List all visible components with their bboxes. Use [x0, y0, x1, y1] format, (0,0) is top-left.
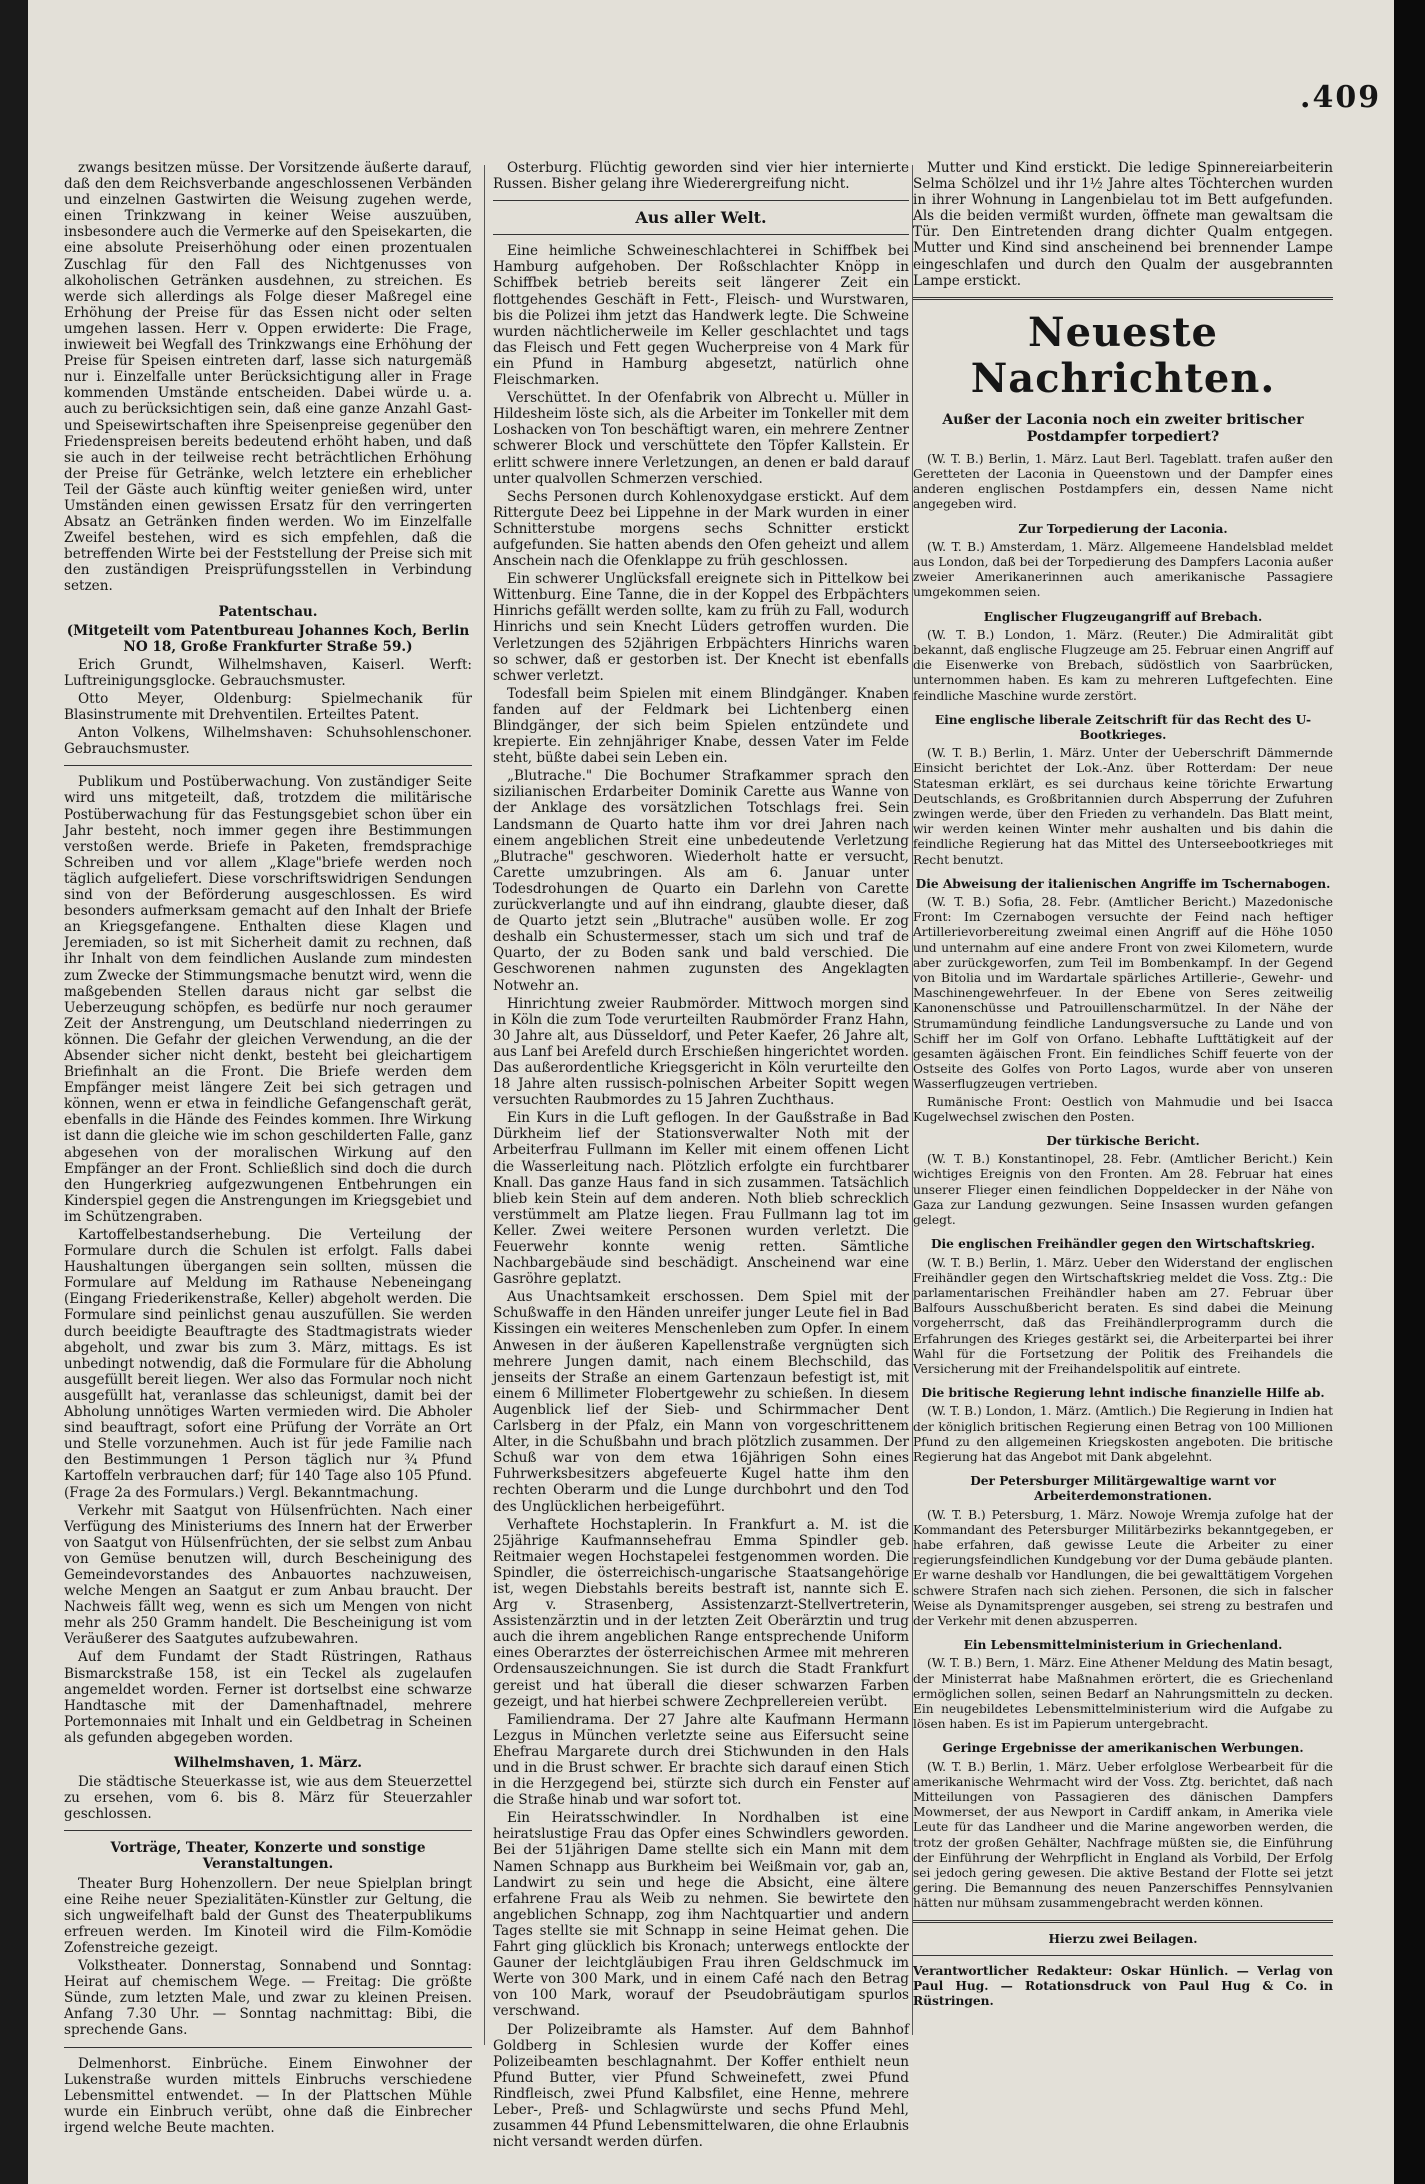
- news-item: (W. T. B.) Berlin, 1. März. Ueber den Widerstand der englischen Freihändler gegen den Wirtschaftskrieg meldet die Voss. Ztg.: Die parlamentarischen Freihändler haben am 27. Februar über Balfours Ausschußbericht beraten. Es sind dabei die Meinung vorgeherrscht, daß das Freihändlerprogramm durch die Erfahrungen des Krieges gestärkt sei, die Arbeiterpartei bei ihrer Wahl für die Fortsetzung der Politik des Freihandels die Versicherung mit der Freihandelspolitik auf eintrete.: [913, 1255, 1333, 1376]
- column-left: [64, 160, 472, 2136]
- article-paragraph: Familiendrama. Der 27 Jahre alte Kaufmann Hermann Lezgus in München verletzte seine aus Eifersucht seine Ehefrau Margarete durch drei Stichwunden in den Hals und in die Brust schwer. Er brachte sich darauf einen Stich in die Herzgegend bei, stürzte sich durch ein Fenster auf die Straße hinab und war sofort tot.: [493, 1711, 909, 1809]
- divider: [64, 765, 472, 766]
- news-heading: Geringe Ergebnisse der amerikanischen Werbungen.: [942, 1741, 1304, 1756]
- article-paragraph: Delmenhorst. Einbrüche. Einem Einwohner der Lukenstraße wurden mittels Einbruchs verschiedene Lebensmittel entwendet. — In der Plattschen Mühle wurde ein Einbruch verübt, ohne daß die Einbrecher irgend welche Beute machten.: [64, 2055, 472, 2136]
- divider: [64, 2047, 472, 2048]
- article-paragraph: Volkstheater. Donnerstag, Sonnabend und Sonntag: Heirat auf chemischem Wege. — Freitag: Die größte Sünde, zum letzten Male, und zwar zu kleinen Preisen. Anfang 7.30 Uhr. — Sonntag nachmittag: Bibi, die sprechende Gans.: [64, 1958, 472, 2039]
- article-paragraph: Sechs Personen durch Kohlenoxydgase erstickt. Auf dem Rittergute Deez bei Lippehne in der Mark wurden in einer Schnitterstube morgens sechs Schnitter erstickt aufgefunden. Sie hatten abends den Ofen geheizt und allem Anschein nach die Ofenklappe zu früh geschlossen.: [493, 488, 909, 570]
- page-number: .409: [1300, 80, 1382, 115]
- news-heading: Der Petersburger Militärgewaltige warnt vor Arbeiterdemonstrationen.: [970, 1474, 1276, 1504]
- column-right: [913, 160, 1333, 2030]
- news-item: (W. T. B.) Petersburg, 1. März. Nowoje Wremja zufolge hat der Kommandant des Petersburger Militärbezirks bekanntgegeben, er habe erfahren, daß gewisse Leute die Arbeiter zu einer regierungsfeindlichen Kundgebung vor der Duma gebäude planten. Er warne deshalb vor Handlungen, die bei gewalttätigem Vorgehen schwere Strafen nach sich ziehen. Personen, die sich in falscher Weise als Dynamitsprenger ausgeben, sei streng zu bestrafen und der Verkehr mit denen abzusperren.: [913, 1507, 1333, 1628]
- news-heading: Die englischen Freihändler gegen den Wirtschaftskrieg.: [930, 1237, 1315, 1252]
- article-paragraph: Hinrichtung zweier Raubmörder. Mittwoch morgen sind in Köln die zum Tode verurteilten Raubmörder Franz Hahn, 30 Jahre alt, aus Düsseldorf, und Peter Kaefer, 26 Jahre alt, aus Lanf bei Arefeld durch Erschießen hingerichtet worden. Das außerordentliche Kriegsgericht in Köln verurteilte den 18 Jahre alten russisch-polnischen Arbeiter Sopitt wegen versuchten Raubmordes zu 15 Jahren Zuchthaus.: [493, 995, 909, 1109]
- divider: [913, 1955, 1333, 1956]
- article-paragraph: zwangs besitzen müsse. Der Vorsitzende äußerte darauf, daß den dem Reichsverbande angeschlossenen Verbänden und einzelnen Gastwirten die Weisung zugehen werde, einen Trinkzwang in keiner Weise auszuüben, insbesondere auch die Vermerke auf den Speisekarten, die eine absolute Preiserhöhung oder einen prozentualen Zuschlag für den Fall des Nichtgenusses von alkoholischen Getränken ausdehnen, zu streichen. Es werde sich allerdings als Folge dieser Maßregel eine Erhöhung der Preise für das Essen nicht oder selten umgehen lassen. Herr v. Oppen erwiderte: Die Frage, inwieweit bei Wegfall des Trinkzwangs eine Erhöhung der Preise für Speisen eintreten darf, lasse sich naturgemäß nur i. Einzelfalle unter Berücksichtigung aller in Frage kommenden Umstände entscheiden. Dabei würde u. a. auch zu berücksichtigen sein, daß eine ganze Anzahl Gast- und Speisewirtschaften ihre Speisenpreise gegenüber den Friedenspreisen bereits bedeutend erhöht haben, und daß sie auch in der teilweise recht beträchtlichen Erhöhung der Preise für Getränke, welch letztere ein erheblicher Teil der Gäste auch künftig weiter genießen wird, unter Umständen einen gewissen Ersatz für den verringerten Absatz an Getränken finden werden. Wo im Einzelfalle Zweifel bestehen, wird es sich empfehlen, daß die betreffenden Wirte bei der Feststellung der Preise sich mit den zuständigen Preisprüfungsstellen in Verbindung setzen.: [64, 160, 472, 595]
- scan-left-border: [0, 0, 28, 2184]
- news-heading: Die Abweisung der italienischen Angriffe im Tschernabogen.: [915, 876, 1331, 891]
- news-item: (W. T. B.) Berlin, 1. März. Ueber erfolglose Werbearbeit für die amerikanische Wehrmacht wird der Voss. Ztg. berichtet, daß nach Mitteilungen von Passagieren des dänischen Dampfers Mowmerset, der aus Newport in Cardiff ankam, in Amerika viele Leute für das Landheer und die Marine angeworben werden, die trotz der großen Gehälter, Nachfrage müßten sie, die Einführung der Einführung der Wehrpflicht in England als Vorbild, Der Erfolg sei jedoch gering gewesen. Die aktive Bestand der Flotte sei jetzt gering. Die Bemannung des neuen Panzerschiffes Pennsylvanien hätten nur mühsam zusammengebracht werden können.: [913, 1759, 1333, 1911]
- headline: Außer der Laconia noch ein zweiter britischer Postdampfer torpediert?: [942, 411, 1304, 445]
- article-paragraph: Ein schwerer Unglücksfall ereignete sich in Pittelkow bei Wittenburg. Eine Tanne, die in der Koppel des Erbpächters Hinrichs gefällt werden sollte, kam zu früh zu Fall, wodurch Hinrichs und sein Knecht Lüders getroffen wurden. Die Verletzungen des 52jährigen Erbpächters Hinrichs waren so schwer, daß er gestorben ist. Der Knecht ist ebenfalls schwer verletzt.: [493, 571, 909, 684]
- article-paragraph: Todesfall beim Spielen mit einem Blindgänger. Knaben fanden auf der Feldmark bei Lichtenberg einen Blindgänger, der sich beim Spielen entzündete und krepierte. Ein zehnjähriger Knabe, dessen Vater im Felde steht, büßte dabei sein Leben ein.: [493, 685, 909, 767]
- divider: [913, 1920, 1333, 1923]
- news-item: (W. T. B.) London, 1. März. (Amtlich.) Die Regierung in Indien hat der königlich britischen Regierung einen Betrag von 100 Millionen Pfund zu den allgemeinen Kriegskosten angeboten. Die britische Regierung hat das Angebot mit Dank abgelehnt.: [913, 1404, 1333, 1464]
- article-paragraph: Verhaftete Hochstaplerin. In Frankfurt a. M. ist die 25jährige Kaufmannsehefrau Emma Spindler geb. Reitmaier wegen Hochstapelei festgenommen worden. Die Spindler, die österreichisch-ungarische Staatsangehörige ist, wegen Diebstahls bereits bestraft ist, nannte sich E. Arg v. Strasenberg, Assistenzarzt-Stellvertreterin, Assistenzärztin und in der letzten Zeit Oberärztin und trug auch die ihrem angeblichen Range entsprechende Uniform eines Oberarztes der österreichischen Armee mit mehreren Ordensauszeichnungen. Sie ist durch die Stadt Frankfurt gereist und hat überall die dieser schwarzen Farben gezeigt, und hat hierbei schwere Zechprellereien verübt.: [493, 1516, 909, 1710]
- article-paragraph: Der Polizeibramte als Hamster. Auf dem Bahnhof Goldberg in Schlesien wurde der Koffer eines Polizeibeamten beschlagnahmt. Der Koffer enthielt neun Pfund Butter, vier Pfund Schweinefett, zwei Pfund Rindfleisch, zwei Pfund Kalbsfilet, eine Henne, mehrere Leber-, Preß- und Schlagwürste und sechs Pfund Mehl, zusammen 44 Pfund Lebensmittelwaren, die ohne Erlaubnis nicht versandt werden dürfen.: [493, 2021, 909, 2151]
- patent-source: (Mitgeteilt vom Patentbureau Johannes Koch, Berlin NO 18, Große Frankfurter Straße 59.): [66, 622, 470, 655]
- news-item: (W. T. B.) London, 1. März. (Reuter.) Die Admiralität gibt bekannt, daß englische Flugzeuge am 25. Februar einen Angriff auf die Eisenwerke von Brebach, südöstlich von Saarbrücken, unternommen haben. Es kam zu mehreren Luftgefechten. Eine feindliche Maschine wurde zerstört.: [913, 627, 1333, 703]
- news-heading: Die britische Regierung lehnt indische finanzielle Hilfe ab.: [921, 1386, 1325, 1401]
- article-paragraph: Osterburg. Flüchtig geworden sind vier hier internierte Russen. Bisher gelang ihre Wiederergreifung nicht.: [493, 160, 909, 193]
- divider: [493, 200, 909, 201]
- article-paragraph: „Blutrache." Die Bochumer Strafkammer sprach den sizilianischen Erdarbeiter Dominik Carette aus Wanne von der Anklage des vorsätzlichen Totschlags frei. Sein Landsmann de Quarto hatte ihm vor drei Jahren nach einem angeblichen Streit eine unbedeutende Verletzung „Blutrache" geschworen. Wiederholt hatte er versucht, Carette umzubringen. Als am 6. Januar unter Todesdrohungen de Quarto ein Darlehn von Carette zurückverlangte und auf ihn eindrang, glaubte dieser, daß de Quarto jetzt sein „Blutrache" ausüben wolle. Er zog deshalb ein Schustermesser, stach um sich und traf de Quarto, der zu Boden sank und bald verschied. Die Geschworenen nahmen zugunsten des Angeklagten Notwehr an.: [493, 768, 909, 994]
- article-paragraph: Die städtische Steuerkasse ist, wie aus dem Steuerzettel zu ersehen, vom 6. bis 8. März für Steuerzahler geschlossen.: [64, 1774, 472, 1823]
- news-heading: Eine englische liberale Zeitschrift für das Recht des U-Bootkrieges.: [934, 712, 1312, 742]
- divider: [493, 234, 909, 235]
- article-paragraph: Ein Heiratsschwindler. In Nordhalben ist eine heiratslustige Frau das Opfer eines Schwindlers geworden. Bei der 51jährigen Dame stellte sich ein Mann mit dem Namen Schnapp aus Burkheim bei Weißmain vor, gab an, Landwirt zu sein und hege die Absicht, eine ältere erfahrene Frau als Weib zu nehmen. Sie bewirtete den angeblichen Schnapp, zog ihm Nachtquartier und andern Tages stellte sie mit Schnapp in seine Heimat gehen. Die Fahrt ging glücklich bis Kronach; unterwegs entlockte der Gauner der leichtgläubigen Frau ihren Geldschmuck im Werte von 300 Mark, und in einem Café nach den Betrag von 100 Mark, worauf der Pseudobräutigam spurlos verschwand.: [493, 1810, 909, 2020]
- section-heading: Vorträge, Theater, Konzerte und sonstige Veranstaltungen.: [110, 1840, 426, 1873]
- news-item: (W. T. B.) Berlin, 1. März. Laut Berl. Tageblatt. trafen außer den Geretteten der Laconia in Queenstown und der Dampfer eines anderen englischen Postdampfers ein, dessen Name nicht angegeben wird.: [913, 451, 1333, 512]
- article-paragraph: Theater Burg Hohenzollern. Der neue Spielplan bringt eine Reihe neuer Spezialitäten-Künstler zur Geltung, die sich ungweifelhaft bald der Gunst des Theaterpublikums erfreuen werden. Im Kinoteil wird die Film-Komödie Zofenstreiche gezeigt.: [64, 1875, 472, 1956]
- patent-entry: Erich Grundt, Wilhelmshaven, Kaiserl. Werft: Luftreinigungsglocke. Gebrauchsmuster.: [64, 656, 472, 689]
- article-paragraph: Kartoffelbestandserhebung. Die Verteilung der Formulare durch die Schulen ist erfolgt. Falls dabei Haushaltungen übergangen sein sollten, müssen die Formulare auf Meldung im Rathause Nebeneingang (Eingang Friederikenstraße, Keller) abgeholt werden. Die Formulare sind peinlichst genau auszufüllen. Sie werden durch beeidigte Beauftragte des Stadtmagistrats wieder abgeholt, und zwar bis zum 3. März, mittags. Es ist unbedingt notwendig, daß die Formulare für die Abholung ausgefüllt bereit liegen. Wer also das Formular noch nicht ausgefüllt hat, veranlasse das schleunigst, damit bei der Abholung unnötiges Warten vermieden wird. Die Abholer sind beauftragt, sofort eine Prüfung der Vorräte an Ort und Stelle vorzunehmen. Auch ist für jede Familie nach den Bestimmungen 1 Person täglich nur ¾ Pfund Kartoffeln verbrauchen darf; für 140 Tage also 105 Pfund. (Frage 2a des Formulars.) Vergl. Bekanntmachung.: [64, 1227, 472, 1501]
- news-item: (W. T. B.) Amsterdam, 1. März. Allgemeene Handelsblad meldet aus London, daß bei der Torpedierung des Dampfers Laconia außer zweier Amerikanerinnen auch amerikanische Passagiere umgekommen seien.: [913, 539, 1333, 600]
- divider: [64, 1830, 472, 1831]
- patent-entry: Otto Meyer, Oldenburg: Spielmechanik für Blasinstrumente mit Drehventilen. Erteiltes Patent.: [64, 691, 472, 724]
- news-heading: Ein Lebensmittelministerium in Griechenland.: [963, 1638, 1283, 1653]
- section-heading: Patentschau.: [218, 603, 318, 620]
- news-heading: Der türkische Bericht.: [1046, 1134, 1200, 1149]
- news-item: (W. T. B.) Berlin, 1. März. Unter der Ueberschrift Dämmernde Einsicht berichtet der Lok.-Anz. über Rotterdam: Der neue Statesman erklärt, es sei durchaus keine törichte Erwartung Deutschlands, es Großbritannien durch Absperrung der Zufuhren zwingen werde, über den Frieden zu verhandeln. Das Blatt meint, wir werden keinen Winter mehr aushalten und bis dahin die feindliche Regierung hat das Mittel des Unterseebootkrieges mit Recht benutzt.: [913, 746, 1333, 867]
- article-paragraph: Mutter und Kind erstickt. Die ledige Spinnereiarbeiterin Selma Schölzel und ihr 1½ Jahre altes Töchterchen wurden in ihrer Wohnung in Langenbielau tot im Bett aufgefunden. Als die beiden vermißt wurden, öffnete man gewaltsam die Tür. Den Eintretenden drang dichter Qualm entgegen. Mutter und Kind sind anscheinend bei brennender Lampe eingeschlafen und durch den Qualm der ausgebrannten Lampe erstickt.: [913, 160, 1333, 289]
- section-title: Neueste Nachrichten.: [970, 308, 1276, 402]
- article-paragraph: Publikum und Postüberwachung. Von zuständiger Seite wird uns mitgeteilt, daß, trotzdem die militärische Postüberwachung für das Festungsgebiet schon über ein Jahr besteht, noch immer gegen ihre Bestimmungen verstoßen werde. Briefe in Paketen, fremdsprachige Schreiben und vor allem „Klage"briefe werden noch täglich aufgeliefert. Diese vorschriftswidrigen Sendungen sind von der Beförderung ausgeschlossen. Es wird besonders aufmerksam gemacht auf den Inhalt der Briefe an Kriegsgefangene. Enthalten diese Klagen und Jeremiaden, so ist mit Sicherheit damit zu rechnen, daß ihr Inhalt von dem feindlichen Auslande zum mindesten zum Zwecke der Stimmungsmache benutzt wird, wenn die maßgebenden Stellen daraus nicht gar selbst die Ueberzeugung schöpfen, es bedürfe nur noch geraumer Zeit der Anstrengung, um Deutschland niederringen zu können. Die Gefahr der gleichen Verwendung, an die der Absender sicher nicht denkt, besteht bei gleichartigem Briefinhalt an die Front. Die Briefe werden dem Empfänger meist längere Zeit bei sich getragen und können, wenn er etwa in feindliche Gefangenschaft gerät, ebenfalls in die Hände des Feindes kommen. Ihre Wirkung ist dann die gleiche wie im schon geschilderten Falle, ganz abgesehen von der moralischen Wirkung auf den Empfänger an der Front. Schließlich sind doch die durch den Hungerkrieg aufgezwungenen Entbehrungen ein Kinderspiel gegen die Anstrengungen im Kriegsgebiet und im Schützengraben.: [64, 774, 472, 1225]
- article-paragraph: Auf dem Fundamt der Stadt Rüstringen, Rathaus Bismarckstraße 158, ist ein Teckel als zugelaufen angemeldet worden. Ferner ist dortselbst eine schwarze Handtasche mit der Damenhaftnadel, mehrere Portemonnaies mit Inhalt und ein Geldbetrag in Scheinen als gefunden abgegeben worden.: [64, 1649, 472, 1746]
- section-heading: Aus aller Welt.: [635, 208, 767, 228]
- article-paragraph: Verkehr mit Saatgut von Hülsenfrüchten. Nach einer Verfügung des Ministeriums des Innern hat der Erwerber von Saatgut von Hülsenfrüchten, der sie selbst zum Anbau von Gemüse benutzen will, durch Bescheinigung des Gemeindevorstandes des Anbauortes nachzuweisen, welche Mengen an Saatgut er zum Anbau braucht. Der Nachweis fällt weg, wenn es sich um Mengen von nicht mehr als 250 Gramm handelt. Die Bescheinigung ist vom Veräußerer des Saatgutes aufzubewahren.: [64, 1502, 472, 1648]
- dateline-heading: Wilhelmshaven, 1. März.: [173, 1755, 363, 1771]
- news-item: (W. T. B.) Sofia, 28. Febr. (Amtlicher Bericht.) Mazedonische Front: Im Czernabogen versuchte der Feind nach heftiger Artillerievorbereitung zweimal einen Angriff auf die Höhe 1050 und unternahm auf eine andere Front von zwei Kilometern, wurde aber zurückgeworfen, zum Teil im Bombenkampf. In der Gegend von Bitolia und im Wardartale spärliches Artillerie-, Gewehr- und Maschinengewehrfeuer. In der Ebene von Seres zeitweilig Kanonenschüsse und Patrouillenscharmützel. In der Nähe der Strumamündung feindliche Landungsversuche zu Lande und von Schiff her im Golf von Orfano. Lebhafte Lufttätigkeit auf der gesamten ägäischen Front. Ein feindliches Schiff feuerte von der Ostseite des Golfes von Porto Lagos, wurde aber von unseren Wasserflugzeugen vertrieben.: [913, 895, 1333, 1092]
- article-paragraph: Eine heimliche Schweineschlachterei in Schiffbek bei Hamburg aufgehoben. Der Roßschlachter Knöpp in Schiffbek betrieb bereits seit längerer Zeit ein flottgehendes Geschäft in Fett-, Fleisch- und Wurstwaren, bis die Polizei ihm jetzt das Handwerk legte. Die Schweine wurden nächtlicherweile im Keller geschlachtet und tags das Fleisch und Fett gegen Wucherpreise von 4 Mark für ein Pfund in Hamburg abgesetzt, natürlich ohne Fleischmarken.: [493, 243, 909, 389]
- column-divider: [484, 165, 485, 2045]
- column-middle: [493, 160, 909, 2151]
- scan-right-border: [1394, 0, 1425, 2184]
- article-paragraph: Verschüttet. In der Ofenfabrik von Albrecht u. Müller in Hildesheim löste sich, als die Arbeiter im Tonkeller mit dem Loshacken von Ton beschäftigt waren, ein mehrere Zentner schwerer Block und verschüttete den Töpfer Kallstein. Er erlitt schwere innere Verletzungen, an denen er bald darauf unter qualvollen Schmerzen verschied.: [493, 390, 909, 487]
- article-paragraph: Aus Unachtsamkeit erschossen. Dem Spiel mit der Schußwaffe in den Händen unreifer junger Leute fiel in Bad Kissingen ein weiteres Menschenleben zum Opfer. In einem Anwesen in der äußeren Kapellenstraße vergnügten sich mehrere Jungen damit, nach einem Blechschild, das jenseits der Straße an einem Gartenzaun befestigt ist, mit einem 6 Millimeter Flobertgewehr zu schießen. In diesem Augenblick lief der Sieb- und Schirmmacher Dent Carlsberg in der Pfalz, ein Mann von vorgeschrittenem Alter, in die Schußbahn und brach plötzlich zusammen. Der Schuß war von dem etwa 16jährigen Sohn eines Fuhrwerksbesitzers abgefeuerte Kugel hatte ihm den rechten Oberarm und die Lunge durchbohrt und den Tod des Unglücklichen herbeigeführt.: [493, 1289, 909, 1515]
- news-heading: Zur Torpedierung der Laconia.: [1018, 521, 1228, 536]
- patent-entry: Anton Volkens, Wilhelmshaven: Schuhsohlenschoner. Gebrauchsmuster.: [64, 725, 472, 758]
- news-heading: Englischer Flugzeugangriff auf Brebach.: [983, 609, 1263, 624]
- imprint: Verantwortlicher Redakteur: Oskar Hünlich. — Verlag von Paul Hug. — Rotationsdruck von Paul Hug & Co. in Rüstringen.: [913, 1963, 1333, 2009]
- news-item: Rumänische Front: Oestlich von Mahmudie und bei Isacca Kugelwechsel zwischen den Posten.: [913, 1094, 1333, 1124]
- divider: [913, 297, 1333, 300]
- article-paragraph: Ein Kurs in die Luft geflogen. In der Gaußstraße in Bad Dürkheim lief der Stationsverwalter Noth mit der Arbeiterfrau Fullmann im Keller mit einem offenen Licht die Wasserleitung nach. Plötzlich erfolgte ein furchtbarer Knall. Das ganze Haus fand in sich zusammen. Tatsächlich blieb kein Stein auf dem anderen. Noth blieb schrecklich verstümmelt am Platze liegen. Frau Fullmann lag tot im Keller. Zwei weitere Personen wurden verletzt. Die Feuerwehr konnte wenig retten. Sämtliche Nachbargebäude sind beschädigt. Anscheinend war eine Gasröhre geplatzt.: [493, 1110, 909, 1288]
- news-item: (W. T. B.) Konstantinopel, 28. Febr. (Amtlicher Bericht.) Kein wichtiges Ereignis von den Fronten. Am 28. Februar hat eines unserer Flieger einen feindlichen Doppeldecker in der Nähe von Gaza zur Landung gezwungen. Seine Insassen wurden gefangen gelegt.: [913, 1152, 1333, 1228]
- supplement-note: Hierzu zwei Beilagen.: [1048, 1931, 1198, 1946]
- news-item: (W. T. B.) Bern, 1. März. Eine Athener Meldung des Matin besagt, der Ministerrat habe Maßnahmen erörtert, die es Griechenland ermöglichen sollen, seinen Bedarf an Nahrungsmitteln zu decken. Ein neugebildetes Lebensmittelministerium wird die Aufgabe zu lösen haben. Es ist im Papierum untergebracht.: [913, 1656, 1333, 1732]
